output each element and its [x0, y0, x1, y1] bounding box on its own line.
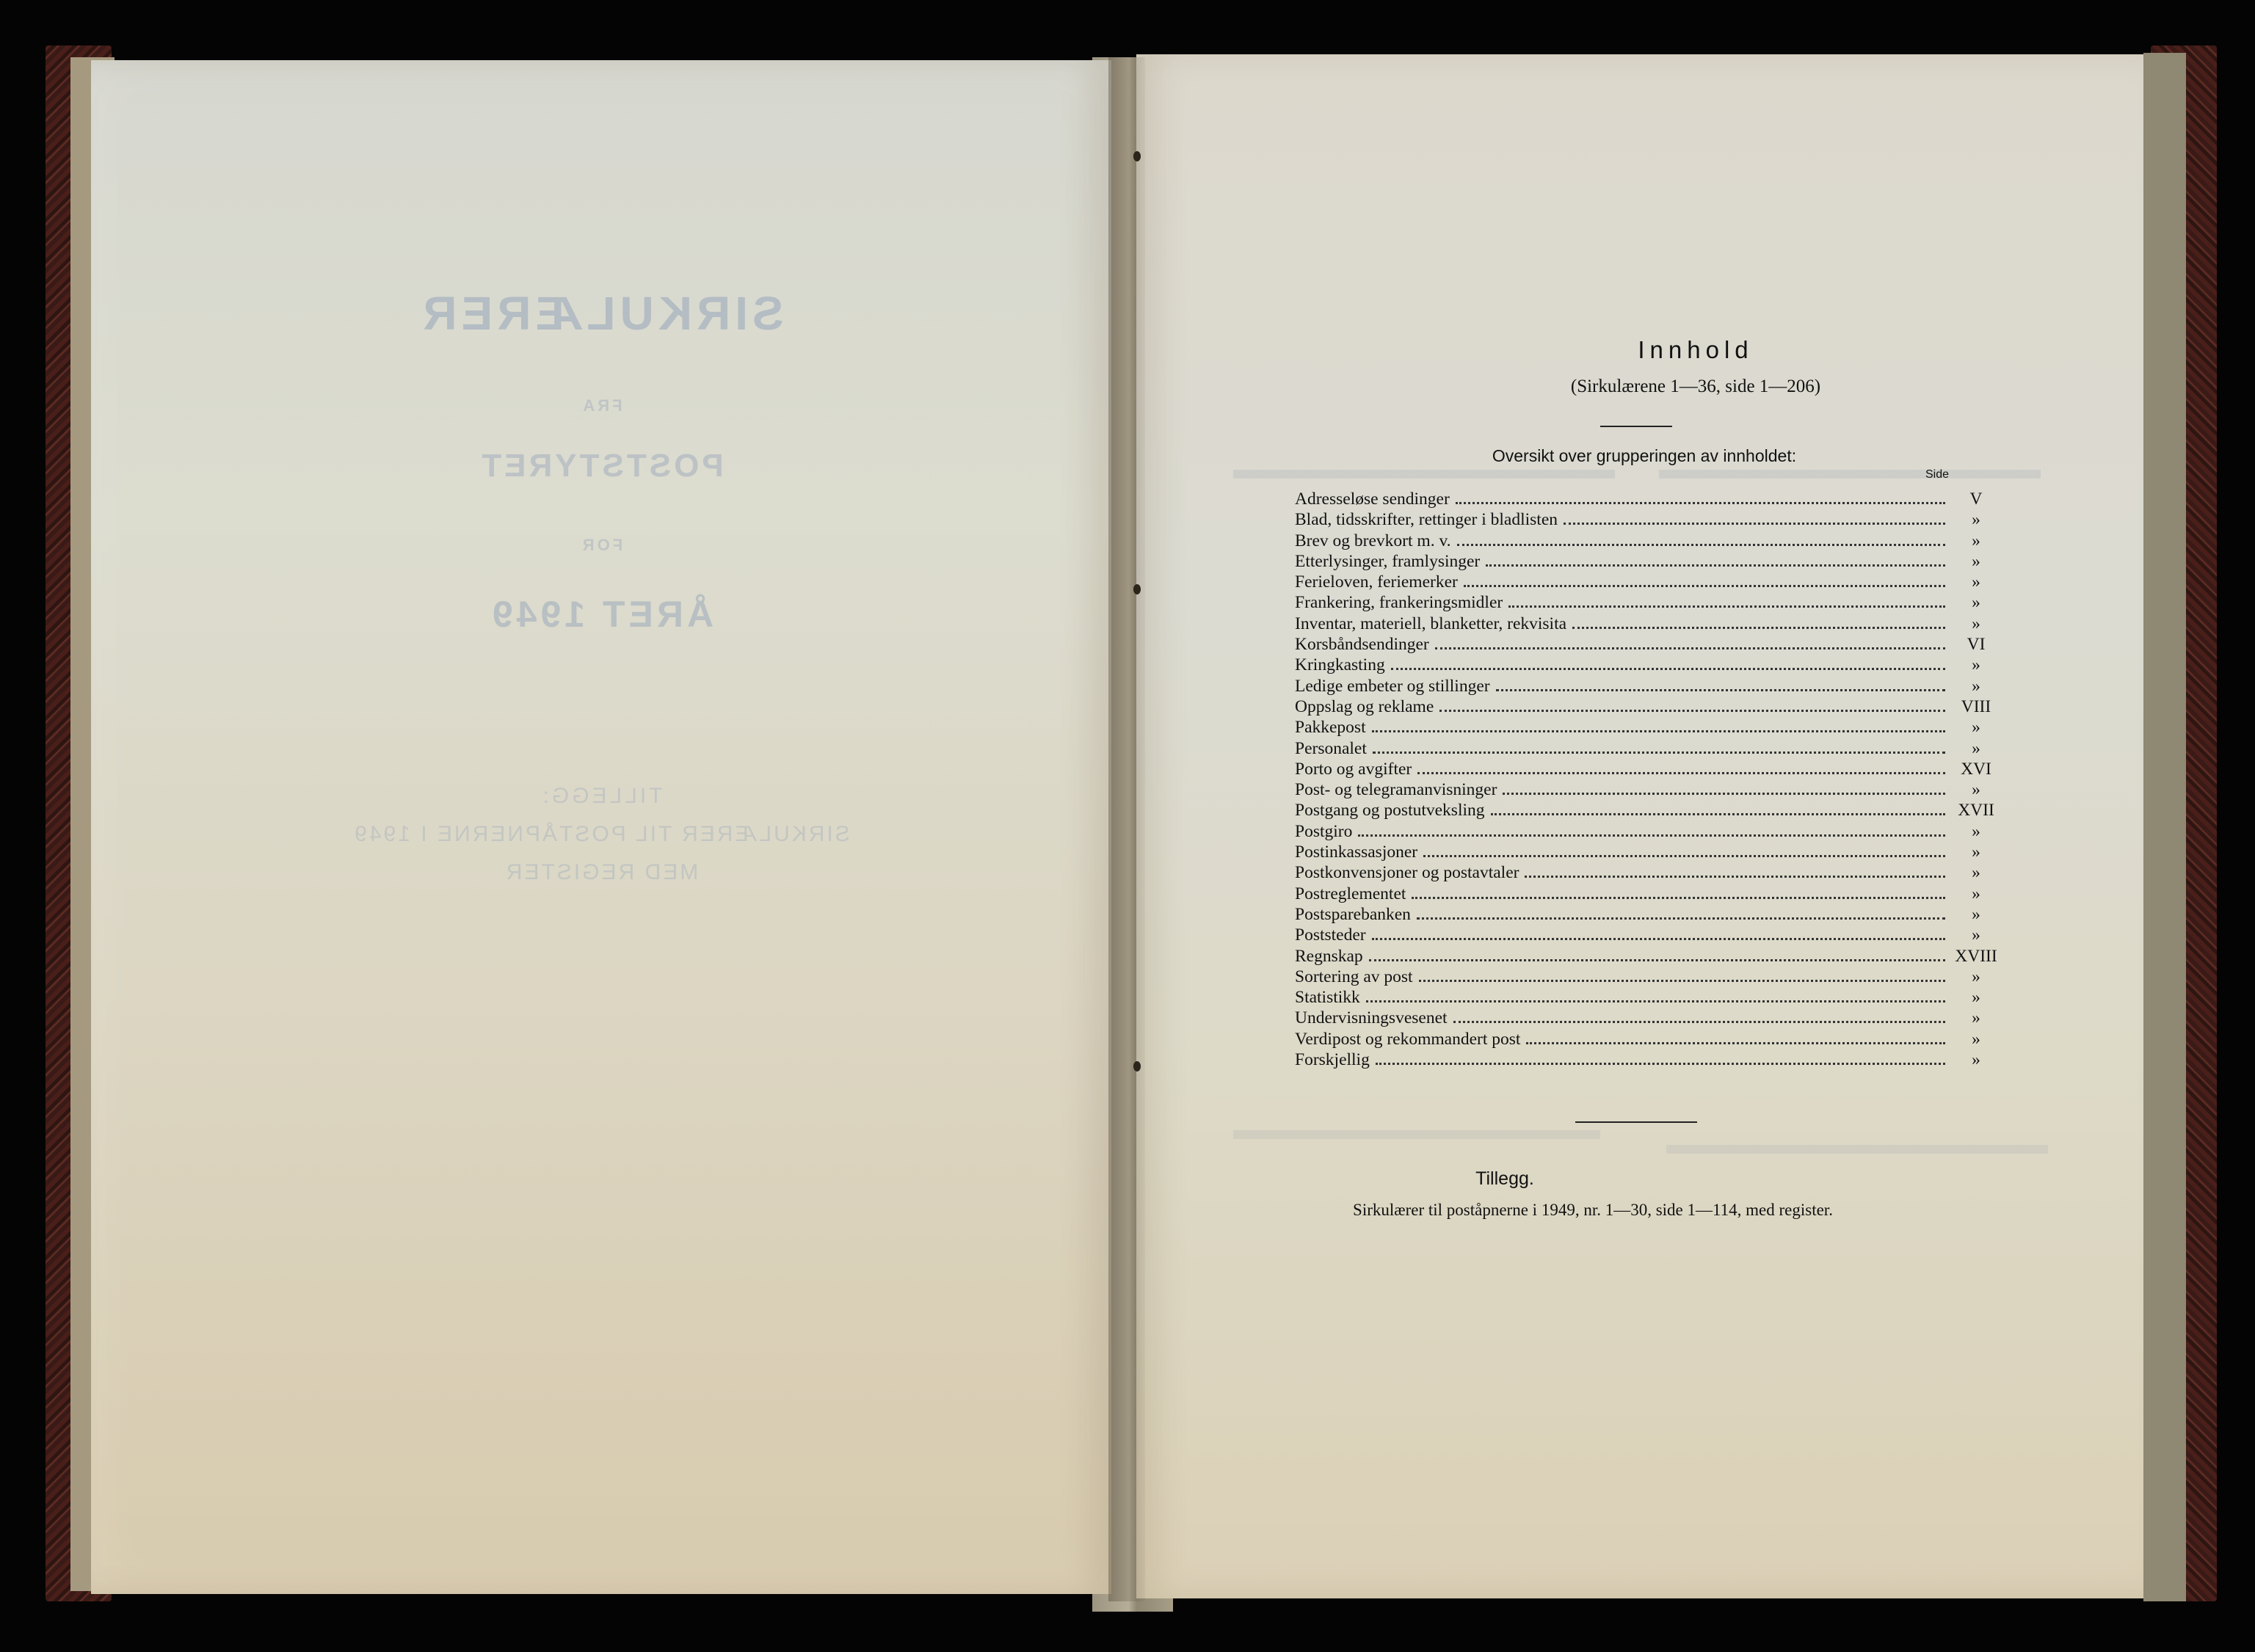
toc-list: [1295, 489, 2000, 1070]
dot-leader: [1369, 959, 1945, 961]
dot-leader: [1496, 689, 1945, 691]
dot-leader: [1372, 938, 1945, 940]
faint-show-through: [1666, 1145, 2048, 1154]
toc-entry: [1295, 489, 2000, 509]
toc-entry-title: Korsbåndsendinger: [1295, 635, 1429, 655]
toc-entry-title: Ferieloven, feriemerker: [1295, 572, 1458, 592]
dot-leader: [1372, 730, 1945, 732]
toc-entry: [1295, 1008, 2000, 1028]
show-through-year: ÅRET 1949: [488, 594, 714, 635]
dot-leader: [1423, 855, 1945, 857]
dot-leader: [1491, 813, 1945, 815]
toc-entry-title: Porto og avgifter: [1295, 759, 1412, 779]
toc-entry-page: »: [1972, 572, 1980, 592]
supplement-text: Sirkulærer til poståpnerne i 1949, nr. 1—30, side 1—114, med register.: [1353, 1201, 1833, 1219]
binding-hole: [1133, 151, 1141, 161]
toc-entry: [1295, 967, 2000, 987]
toc-entry: [1295, 946, 2000, 967]
toc-entry-page: »: [1972, 904, 1980, 924]
toc-entry-title: Personalet: [1295, 738, 1367, 758]
toc-entry-page: V: [1969, 490, 1983, 509]
toc-entry-page: XVI: [1961, 759, 1991, 779]
right-binding-cloth: [2143, 53, 2186, 1601]
dot-leader: [1417, 772, 1945, 774]
dot-leader: [1373, 752, 1945, 754]
toc-entry: [1295, 759, 2000, 779]
toc-entry-title: Poststeder: [1295, 925, 1366, 945]
dot-leader: [1439, 710, 1945, 712]
show-through-supplement-2: SIRKULÆRER TIL POSTÅPNERNE I 1949: [352, 822, 850, 846]
toc-entry-page: »: [1972, 925, 1980, 945]
toc-entry-title: Postsparebanken: [1295, 904, 1411, 924]
show-through-for: FOR: [579, 536, 623, 554]
toc-entry: [1295, 862, 2000, 883]
toc-entry-title: Kringkasting: [1295, 655, 1385, 675]
toc-entry-page: XVII: [1958, 801, 1994, 820]
faint-show-through: [1233, 470, 1615, 479]
toc-entry-title: Frankering, frankeringsmidler: [1295, 593, 1503, 613]
faint-show-through: [1233, 1130, 1600, 1139]
dot-leader: [1453, 1021, 1945, 1023]
dot-leader: [1419, 980, 1945, 982]
toc-entry-page: »: [1972, 1050, 1980, 1070]
toc-entry-title: Postinkassasjoner: [1295, 843, 1418, 862]
toc-entry: [1295, 634, 2000, 655]
dot-leader: [1525, 876, 1945, 878]
gutter-shadow: [1108, 57, 1145, 1601]
dot-leader: [1391, 668, 1945, 670]
toc-entry-page: VIII: [1961, 696, 1991, 716]
toc-entry-page: »: [1972, 1029, 1980, 1049]
overview-title: Oversikt over grupperingen av innholdet:: [1492, 446, 1797, 465]
toc-entry-page: »: [1972, 780, 1980, 800]
dot-leader: [1366, 1000, 1945, 1003]
dot-leader: [1486, 564, 1945, 567]
toc-entry-page: VI: [1967, 635, 1986, 655]
toc-entry-title: Oppslag og reklame: [1295, 696, 1434, 716]
dot-leader: [1572, 627, 1945, 629]
dot-leader: [1412, 897, 1945, 899]
toc-entry-page: »: [1972, 655, 1980, 675]
toc-entry: [1295, 738, 2000, 759]
toc-entry-page: »: [1972, 821, 1980, 841]
dot-leader: [1564, 523, 1945, 525]
toc-entry: [1295, 1049, 2000, 1070]
toc-entry: [1295, 655, 2000, 675]
toc-entry-page: »: [1972, 988, 1980, 1008]
toc-entry: [1295, 925, 2000, 945]
toc-entry: [1295, 592, 2000, 613]
toc-entry: [1295, 572, 2000, 592]
toc-entry: [1295, 717, 2000, 738]
toc-subheading: (Sirkulærene 1—36, side 1—206): [1570, 376, 1821, 396]
faint-show-through: [1659, 470, 2041, 479]
show-through-issuer: POSTSTYRET: [479, 448, 724, 484]
dot-leader: [1376, 1063, 1945, 1065]
heading-divider: [1600, 426, 1672, 427]
toc-entry-page: »: [1972, 676, 1980, 696]
toc-entry-page: »: [1972, 884, 1980, 903]
toc-entry-title: Verdipost og rekommandert post: [1295, 1029, 1521, 1049]
show-through-title: SIRKULÆRER: [418, 287, 784, 340]
toc-entry: [1295, 1029, 2000, 1049]
toc-entry-title: Statistikk: [1295, 988, 1360, 1008]
toc-entry-page: »: [1972, 551, 1980, 571]
toc-entry-title: Etterlysinger, framlysinger: [1295, 551, 1481, 571]
section-divider: [1575, 1121, 1697, 1123]
toc-entry-title: Brev og brevkort m. v.: [1295, 531, 1451, 550]
show-through-supplement-3: MED REGISTER: [504, 860, 699, 884]
toc-entry-title: Adresseløse sendinger: [1295, 490, 1450, 509]
toc-entry-title: Postreglementet: [1295, 884, 1406, 903]
show-through-fra: FRA: [580, 396, 622, 415]
supplement-title: Tillegg.: [1475, 1168, 1534, 1189]
dot-leader: [1456, 502, 1945, 504]
dot-leader: [1417, 917, 1945, 920]
dot-leader: [1435, 647, 1945, 649]
toc-entry-page: XVIII: [1955, 946, 1997, 966]
toc-entry: [1295, 551, 2000, 572]
toc-entry-page: »: [1972, 738, 1980, 758]
dot-leader: [1503, 793, 1945, 795]
toc-entry-title: Inventar, materiell, blanketter, rekvisita: [1295, 614, 1567, 633]
toc-entry-title: Regnskap: [1295, 946, 1363, 966]
toc-entry: [1295, 696, 2000, 717]
toc-entry: [1295, 904, 2000, 925]
dot-leader: [1457, 544, 1945, 546]
dot-leader: [1464, 585, 1945, 587]
toc-entry-page: »: [1972, 510, 1980, 530]
toc-entry-page: »: [1972, 531, 1980, 550]
show-through-supplement-1: TILLEGG:: [540, 784, 663, 808]
dot-leader: [1526, 1042, 1945, 1044]
toc-entry-title: Postgiro: [1295, 821, 1353, 841]
toc-entry-page: »: [1972, 843, 1980, 862]
toc-entry-page: »: [1972, 614, 1980, 633]
toc-entry-page: »: [1972, 718, 1980, 738]
toc-entry-page: »: [1972, 593, 1980, 613]
toc-entry: [1295, 509, 2000, 530]
dot-leader: [1508, 605, 1945, 608]
toc-entry-title: Forskjellig: [1295, 1050, 1370, 1070]
toc-entry: [1295, 676, 2000, 696]
binding-hole: [1133, 1061, 1141, 1071]
toc-entry: [1295, 531, 2000, 551]
toc-entry: [1295, 800, 2000, 820]
side-column-label: Side: [1925, 468, 1950, 481]
toc-entry: [1295, 614, 2000, 634]
toc-entry-page: »: [1972, 1008, 1980, 1028]
toc-entry-page: »: [1972, 863, 1980, 883]
toc-entry-title: Pakkepost: [1295, 718, 1366, 738]
toc-entry-title: Blad, tidsskrifter, rettinger i bladlisten: [1295, 510, 1558, 530]
toc-entry-title: Postkonvensjoner og postavtaler: [1295, 863, 1519, 883]
toc-entry: [1295, 779, 2000, 800]
toc-entry-title: Ledige embeter og stillinger: [1295, 676, 1490, 696]
toc-entry-page: »: [1972, 967, 1980, 986]
toc-entry: [1295, 842, 2000, 862]
toc-entry-title: Postgang og postutveksling: [1295, 801, 1485, 820]
dot-leader: [1358, 834, 1945, 837]
toc-entry-title: Post- og telegramanvisninger: [1295, 780, 1497, 800]
binding-hole: [1133, 584, 1141, 594]
toc-entry-title: Undervisningsvesenet: [1295, 1008, 1448, 1028]
toc-heading: Innhold: [1638, 336, 1754, 363]
toc-entry: [1295, 821, 2000, 842]
toc-entry: [1295, 884, 2000, 904]
toc-entry-title: Sortering av post: [1295, 967, 1413, 986]
toc-entry: [1295, 987, 2000, 1008]
